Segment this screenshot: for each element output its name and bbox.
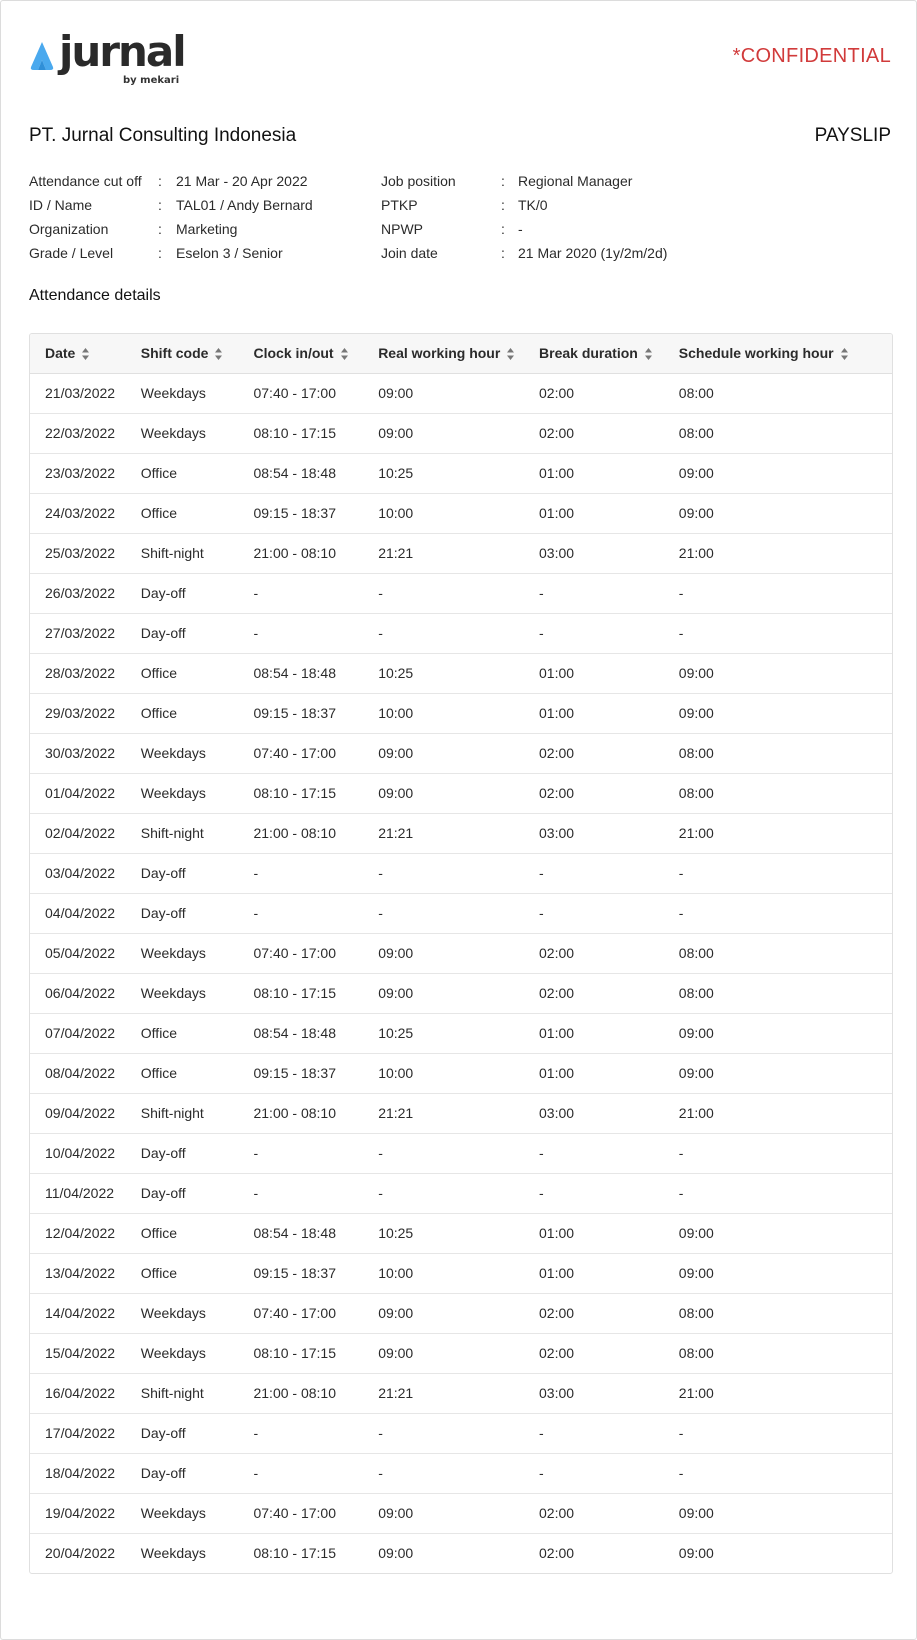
- table-row: [30, 773, 892, 813]
- break-duration-cell: 01:00: [524, 693, 664, 733]
- info-separator: :: [158, 197, 162, 213]
- table-row: [30, 1413, 892, 1453]
- clock-in-out-cell: 21:00 - 08:10: [238, 1093, 363, 1133]
- table-row: [30, 1333, 892, 1373]
- shift-code-cell: Office: [126, 1013, 239, 1053]
- clock-in-out-cell: 08:10 - 17:15: [238, 413, 363, 453]
- table-row: [30, 653, 892, 693]
- jurnal-logo-icon: [29, 41, 55, 71]
- info-row-id-name: [29, 193, 313, 217]
- shift-code-cell: Weekdays: [126, 1333, 239, 1373]
- table-row: [30, 613, 892, 653]
- schedule-working-hour-cell: 09:00: [664, 693, 892, 733]
- schedule-working-hour-cell: 09:00: [664, 1213, 892, 1253]
- shift-code-cell: Office: [126, 453, 239, 493]
- real-working-hour-cell: 10:25: [363, 653, 524, 693]
- attendance-section-title: Attendance details: [29, 287, 161, 304]
- shift-code-cell: Office: [126, 493, 239, 533]
- shift-code-cell: Weekdays: [126, 1293, 239, 1333]
- shift-code-cell: Office: [126, 1213, 239, 1253]
- date-cell: 17/04/2022: [30, 1413, 126, 1453]
- real-working-hour-cell: 09:00: [363, 773, 524, 813]
- table-row: [30, 693, 892, 733]
- date-cell: 16/04/2022: [30, 1373, 126, 1413]
- info-row-job-position: [381, 169, 667, 193]
- shift-code-cell: Day-off: [126, 1173, 239, 1213]
- shift-code-cell: Day-off: [126, 853, 239, 893]
- break-duration-cell: -: [524, 1453, 664, 1493]
- clock-in-out-cell: -: [238, 1413, 363, 1453]
- schedule-working-hour-cell: 09:00: [664, 1493, 892, 1533]
- break-duration-cell: 01:00: [524, 653, 664, 693]
- date-cell: 22/03/2022: [30, 413, 126, 453]
- real-working-hour-cell: 10:00: [363, 1053, 524, 1093]
- table-row: [30, 1253, 892, 1293]
- info-label: PTKP: [381, 197, 418, 213]
- schedule-working-hour-cell: 08:00: [664, 973, 892, 1013]
- table-header-row: [30, 334, 892, 373]
- real-working-hour-cell: 10:25: [363, 453, 524, 493]
- schedule-working-hour-cell: -: [664, 1173, 892, 1213]
- info-separator: :: [501, 221, 505, 237]
- break-duration-cell: 01:00: [524, 453, 664, 493]
- table-row: [30, 373, 892, 413]
- table-row: [30, 1373, 892, 1413]
- real-working-hour-cell: -: [363, 1413, 524, 1453]
- date-cell: 03/04/2022: [30, 853, 126, 893]
- clock-in-out-cell: 08:10 - 17:15: [253, 1545, 336, 1562]
- real-working-hour-cell: -: [363, 613, 524, 653]
- break-duration-cell: 02:00: [524, 973, 664, 1013]
- table-row: [30, 1493, 892, 1533]
- shift-code-cell: Day-off: [126, 893, 239, 933]
- shift-code-cell: Day-off: [126, 1413, 239, 1453]
- real-working-hour-cell: -: [363, 1173, 524, 1213]
- break-duration-cell: 02:00: [539, 1545, 575, 1562]
- shift-code-cell: Weekdays: [126, 973, 239, 1013]
- date-cell: 06/04/2022: [30, 973, 126, 1013]
- employee-info-left: [29, 169, 313, 265]
- table-row: [30, 493, 892, 533]
- info-row-organization: [29, 217, 313, 241]
- date-cell: 23/03/2022: [30, 453, 126, 493]
- date-cell: 29/03/2022: [30, 693, 126, 733]
- shift-code-cell: Weekdays: [126, 773, 239, 813]
- schedule-working-hour-cell: 08:00: [664, 1293, 892, 1333]
- date-cell: 04/04/2022: [30, 893, 126, 933]
- break-duration-cell: 01:00: [524, 1213, 664, 1253]
- schedule-working-hour-cell: 08:00: [664, 733, 892, 773]
- shift-code-cell: Weekdays: [126, 413, 239, 453]
- clock-in-out-cell: 08:54 - 18:48: [238, 1213, 363, 1253]
- table-row: [30, 1053, 892, 1093]
- real-working-hour-cell: 10:00: [363, 693, 524, 733]
- date-cell: 19/04/2022: [30, 1493, 126, 1533]
- info-row-ptkp: [381, 193, 667, 217]
- date-cell: 24/03/2022: [30, 493, 126, 533]
- clock-in-out-cell: 07:40 - 17:00: [238, 733, 363, 773]
- column-header-date[interactable]: Date: [30, 334, 126, 373]
- table-row: [30, 1013, 892, 1053]
- break-duration-cell: 02:00: [524, 413, 664, 453]
- clock-in-out-cell: 08:54 - 18:48: [238, 1013, 363, 1053]
- table-row: [30, 573, 892, 613]
- info-row-grade: [29, 241, 313, 265]
- shift-code-cell: Office: [126, 1253, 239, 1293]
- info-value: -: [518, 221, 523, 237]
- break-duration-cell: -: [524, 893, 664, 933]
- clock-in-out-cell: 07:40 - 17:00: [238, 1493, 363, 1533]
- info-value: 21 Mar 2020 (1y/2m/2d): [518, 245, 668, 261]
- table-row: [30, 1093, 892, 1133]
- table-row: [30, 1213, 892, 1253]
- date-cell: 25/03/2022: [30, 533, 126, 573]
- clock-in-out-cell: -: [238, 573, 363, 613]
- shift-code-cell: Weekdays: [126, 933, 239, 973]
- real-working-hour-cell: 21:21: [363, 533, 524, 573]
- table-row: [30, 453, 892, 493]
- shift-code-cell: Shift-night: [126, 1373, 239, 1413]
- schedule-working-hour-cell: 09:00: [664, 453, 892, 493]
- schedule-working-hour-cell: 08:00: [664, 413, 892, 453]
- clock-in-out-cell: 08:10 - 17:15: [238, 1333, 363, 1373]
- real-working-hour-cell: -: [363, 853, 524, 893]
- sort-icon[interactable]: [506, 347, 515, 361]
- schedule-working-hour-cell: 09:00: [664, 1053, 892, 1093]
- shift-code-cell: Office: [126, 653, 239, 693]
- sort-icon[interactable]: [840, 347, 849, 361]
- clock-in-out-cell: 07:40 - 17:00: [238, 373, 363, 413]
- shift-code-cell: Weekdays: [140, 1545, 206, 1562]
- clock-in-out-cell: 21:00 - 08:10: [238, 1373, 363, 1413]
- shift-code-cell: Office: [126, 1053, 239, 1093]
- info-label: ID / Name: [29, 197, 93, 213]
- break-duration-cell: 02:00: [524, 773, 664, 813]
- date-cell: 08/04/2022: [30, 1053, 126, 1093]
- attendance-table-body: [30, 373, 892, 1573]
- real-working-hour-cell: -: [363, 1133, 524, 1173]
- logo-wordmark: jurnal: [59, 27, 185, 76]
- real-working-hour-cell: -: [363, 1453, 524, 1493]
- clock-in-out-cell: 21:00 - 08:10: [238, 533, 363, 573]
- real-working-hour-cell: 10:25: [363, 1213, 524, 1253]
- table-row: [30, 853, 892, 893]
- info-label: Attendance cut off: [29, 173, 142, 189]
- schedule-working-hour-cell: -: [664, 893, 892, 933]
- clock-in-out-cell: -: [238, 893, 363, 933]
- date-cell: 30/03/2022: [30, 733, 126, 773]
- table-row: [30, 1133, 892, 1173]
- logo-subtext: by mekari: [123, 75, 180, 86]
- info-row-npwp: [381, 217, 667, 241]
- break-duration-cell: -: [524, 853, 664, 893]
- info-separator: :: [501, 197, 505, 213]
- info-separator: :: [501, 173, 505, 189]
- break-duration-cell: 01:00: [524, 1253, 664, 1293]
- shift-code-cell: Weekdays: [126, 373, 239, 413]
- date-cell: 07/04/2022: [30, 1013, 126, 1053]
- schedule-working-hour-cell: 08:00: [664, 773, 892, 813]
- clock-in-out-cell: 09:15 - 18:37: [238, 693, 363, 733]
- clock-in-out-cell: 09:15 - 18:37: [238, 1253, 363, 1293]
- clock-in-out-cell: 08:54 - 18:48: [238, 453, 363, 493]
- shift-code-cell: Day-off: [126, 1133, 239, 1173]
- confidential-label: *CONFIDENTIAL: [732, 45, 891, 67]
- break-duration-cell: 03:00: [524, 1373, 664, 1413]
- real-working-hour-cell: 21:21: [363, 1373, 524, 1413]
- schedule-working-hour-cell: -: [664, 573, 892, 613]
- info-value: 21 Mar - 20 Apr 2022: [176, 173, 308, 189]
- table-row: [30, 533, 892, 573]
- info-value: Marketing: [176, 221, 238, 237]
- info-row-cutoff: [29, 169, 313, 193]
- date-cell: 02/04/2022: [30, 813, 126, 853]
- date-cell: 01/04/2022: [30, 773, 126, 813]
- sort-icon[interactable]: [214, 347, 223, 361]
- sort-icon[interactable]: [644, 347, 653, 361]
- date-cell: 10/04/2022: [30, 1133, 126, 1173]
- clock-in-out-cell: -: [238, 1133, 363, 1173]
- break-duration-cell: 01:00: [524, 1013, 664, 1053]
- clock-in-out-cell: 07:40 - 17:00: [238, 933, 363, 973]
- date-cell: 13/04/2022: [30, 1253, 126, 1293]
- date-cell: 26/03/2022: [30, 573, 126, 613]
- break-duration-cell: 03:00: [524, 813, 664, 853]
- shift-code-cell: Day-off: [126, 1453, 239, 1493]
- info-label: Grade / Level: [29, 245, 114, 261]
- schedule-working-hour-cell: -: [664, 853, 892, 893]
- date-cell: 09/04/2022: [30, 1093, 126, 1133]
- table-row: [30, 1293, 892, 1333]
- table-row: [30, 733, 892, 773]
- break-duration-cell: 02:00: [524, 733, 664, 773]
- clock-in-out-cell: -: [238, 1453, 363, 1493]
- info-label: Job position: [381, 173, 456, 189]
- real-working-hour-cell: 09:00: [378, 1545, 414, 1562]
- sort-icon[interactable]: [340, 347, 349, 361]
- shift-code-cell: Shift-night: [126, 533, 239, 573]
- schedule-working-hour-cell: 21:00: [664, 1373, 892, 1413]
- clock-in-out-cell: 09:15 - 18:37: [238, 493, 363, 533]
- break-duration-cell: -: [524, 573, 664, 613]
- info-label: Join date: [381, 245, 438, 261]
- info-separator: :: [158, 221, 162, 237]
- info-value: Regional Manager: [518, 173, 633, 189]
- employee-info-right: [381, 169, 667, 265]
- schedule-working-hour-cell: 09:00: [664, 1013, 892, 1053]
- break-duration-cell: 02:00: [524, 1293, 664, 1333]
- real-working-hour-cell: 09:00: [363, 933, 524, 973]
- info-separator: :: [158, 173, 162, 189]
- schedule-working-hour-cell: 08:00: [664, 373, 892, 413]
- clock-in-out-cell: 08:10 - 17:15: [238, 773, 363, 813]
- table-row: [30, 933, 892, 973]
- clock-in-out-cell: 07:40 - 17:00: [238, 1293, 363, 1333]
- real-working-hour-cell: 10:00: [363, 1253, 524, 1293]
- real-working-hour-cell: 09:00: [363, 1493, 524, 1533]
- break-duration-cell: -: [524, 1173, 664, 1213]
- attendance-table: [29, 333, 893, 1574]
- schedule-working-hour-cell: 08:00: [664, 1333, 892, 1373]
- real-working-hour-cell: 09:00: [363, 1293, 524, 1333]
- real-working-hour-cell: 21:21: [363, 1093, 524, 1133]
- date-cell: 18/04/2022: [30, 1453, 126, 1493]
- date-cell: 14/04/2022: [30, 1293, 126, 1333]
- table-row: [30, 1533, 892, 1573]
- break-duration-cell: -: [524, 1413, 664, 1453]
- date-cell: 05/04/2022: [30, 933, 126, 973]
- company-name: PT. Jurnal Consulting Indonesia: [29, 125, 297, 146]
- break-duration-cell: 02:00: [524, 1493, 664, 1533]
- schedule-working-hour-cell: 09:00: [664, 493, 892, 533]
- shift-code-cell: Shift-night: [126, 813, 239, 853]
- schedule-working-hour-cell: 09:00: [664, 1253, 892, 1293]
- schedule-working-hour-cell: 08:00: [664, 933, 892, 973]
- shift-code-cell: Shift-night: [126, 1093, 239, 1133]
- info-row-join-date: [381, 241, 667, 265]
- break-duration-cell: 02:00: [524, 373, 664, 413]
- real-working-hour-cell: -: [363, 573, 524, 613]
- date-cell: 15/04/2022: [30, 1333, 126, 1373]
- break-duration-cell: 02:00: [524, 1333, 664, 1373]
- real-working-hour-cell: 09:00: [363, 973, 524, 1013]
- clock-in-out-cell: 21:00 - 08:10: [238, 813, 363, 853]
- info-value: TAL01 / Andy Bernard: [176, 197, 313, 213]
- info-separator: :: [501, 245, 505, 261]
- clock-in-out-cell: 08:10 - 17:15: [238, 973, 363, 1013]
- table-row: [30, 1453, 892, 1493]
- schedule-working-hour-cell: 09:00: [678, 1545, 714, 1562]
- info-label: NPWP: [381, 221, 423, 237]
- schedule-working-hour-cell: -: [664, 1133, 892, 1173]
- real-working-hour-cell: 10:25: [363, 1013, 524, 1053]
- info-value: TK/0: [518, 197, 548, 213]
- jurnal-logo: [29, 27, 189, 89]
- schedule-working-hour-cell: 09:00: [664, 653, 892, 693]
- shift-code-cell: Weekdays: [126, 733, 239, 773]
- info-label: Organization: [29, 221, 109, 237]
- clock-in-out-cell: 09:15 - 18:37: [238, 1053, 363, 1093]
- schedule-working-hour-cell: 21:00: [664, 533, 892, 573]
- real-working-hour-cell: 09:00: [363, 413, 524, 453]
- break-duration-cell: -: [524, 613, 664, 653]
- date-cell: 12/04/2022: [30, 1213, 126, 1253]
- date-cell: 11/04/2022: [30, 1173, 126, 1213]
- shift-code-cell: Weekdays: [126, 1493, 239, 1533]
- table-row: [30, 413, 892, 453]
- real-working-hour-cell: 10:00: [363, 493, 524, 533]
- schedule-working-hour-cell: 21:00: [664, 813, 892, 853]
- real-working-hour-cell: -: [363, 893, 524, 933]
- break-duration-cell: 02:00: [524, 933, 664, 973]
- shift-code-cell: Day-off: [126, 613, 239, 653]
- real-working-hour-cell: 09:00: [363, 1333, 524, 1373]
- table-row: [30, 973, 892, 1013]
- column-header-real-working-hour[interactable]: Real working hour: [363, 334, 524, 373]
- real-working-hour-cell: 09:00: [363, 733, 524, 773]
- schedule-working-hour-cell: 21:00: [664, 1093, 892, 1133]
- clock-in-out-cell: -: [238, 613, 363, 653]
- date-cell: 28/03/2022: [30, 653, 126, 693]
- shift-code-cell: Day-off: [126, 573, 239, 613]
- real-working-hour-cell: 09:00: [363, 373, 524, 413]
- date-cell: 21/03/2022: [30, 373, 126, 413]
- column-header-clock-in-out[interactable]: Clock in/out: [238, 334, 363, 373]
- column-header-shift-code[interactable]: Shift code: [126, 334, 239, 373]
- break-duration-cell: 03:00: [524, 1093, 664, 1133]
- schedule-working-hour-cell: -: [664, 1453, 892, 1493]
- sort-icon[interactable]: [81, 347, 90, 361]
- clock-in-out-cell: -: [238, 1173, 363, 1213]
- column-header-schedule-working-hour[interactable]: Schedule working hour: [664, 334, 892, 373]
- schedule-working-hour-cell: -: [664, 613, 892, 653]
- table-row: [30, 1173, 892, 1213]
- clock-in-out-cell: 08:54 - 18:48: [238, 653, 363, 693]
- column-header-break-duration[interactable]: Break duration: [524, 334, 664, 373]
- schedule-working-hour-cell: -: [664, 1413, 892, 1453]
- clock-in-out-cell: -: [238, 853, 363, 893]
- date-cell: 20/04/2022: [45, 1545, 116, 1562]
- break-duration-cell: 01:00: [524, 493, 664, 533]
- break-duration-cell: 03:00: [524, 533, 664, 573]
- info-value: Eselon 3 / Senior: [176, 245, 283, 261]
- table-row: [30, 813, 892, 853]
- break-duration-cell: -: [524, 1133, 664, 1173]
- date-cell: 27/03/2022: [30, 613, 126, 653]
- table-row: [30, 893, 892, 933]
- info-separator: :: [158, 245, 162, 261]
- shift-code-cell: Office: [126, 693, 239, 733]
- document-title: PAYSLIP: [814, 125, 891, 146]
- real-working-hour-cell: 21:21: [363, 813, 524, 853]
- break-duration-cell: 01:00: [524, 1053, 664, 1093]
